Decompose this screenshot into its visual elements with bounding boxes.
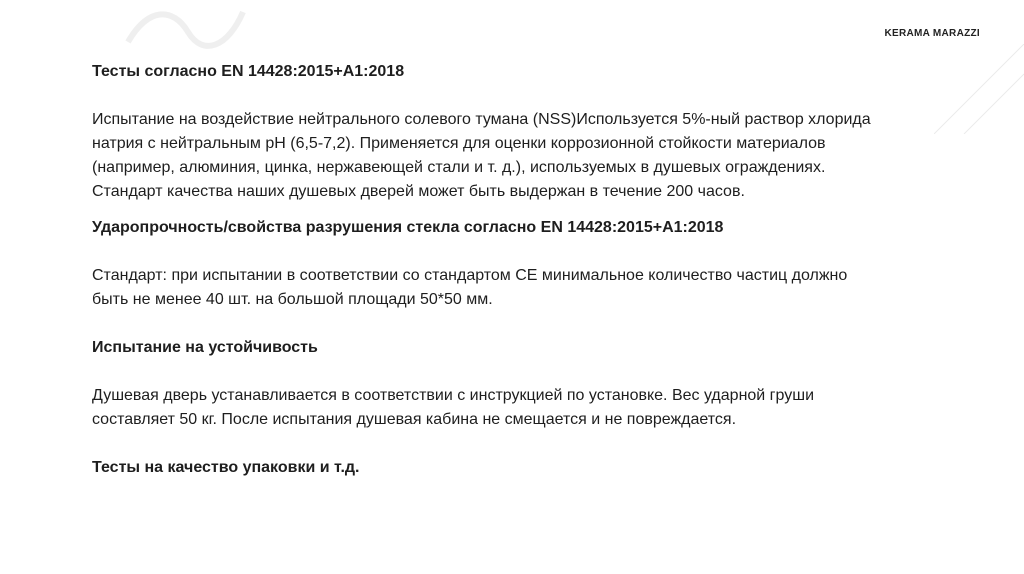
spacer bbox=[92, 204, 872, 216]
spacer bbox=[92, 240, 872, 264]
section-body-stability: Душевая дверь устанавливается в соответствии с инструкцией по установке. Вес ударной груши составляет 50 кг. После испытания душевая кабина не смещается и не повреждается. bbox=[92, 387, 815, 428]
document-body bbox=[92, 60, 872, 480]
brand-logo: KERAMA MARAZZI bbox=[884, 28, 980, 39]
section-body-impact-standard: Стандарт: при испытании в соответствии со стандартом CE минимальное количество частиц должно быть не менее 40 шт. на большой площади 50*50 мм. bbox=[92, 267, 848, 308]
section-heading-en14428: Тесты согласно EN 14428:2015+A1:2018 bbox=[92, 63, 405, 80]
spacer bbox=[92, 84, 872, 108]
corner-decoration-icon bbox=[934, 44, 1024, 134]
spacer bbox=[92, 360, 872, 384]
section-heading-stability-test: Испытание на устойчивость bbox=[92, 339, 318, 356]
spacer bbox=[92, 432, 872, 456]
watermark-logo-icon bbox=[118, 2, 248, 50]
section-heading-packaging-tests: Тесты на качество упаковки и т.д. bbox=[92, 459, 360, 476]
section-body-nss-test: Испытание на воздействие нейтрального солевого тумана (NSS)Используется 5%-ный раствор хлорида натрия с нейтральным pH (6,5-7,2). Применяется для оценки коррозионной стойкости материалов (например, алюминия, цинка, нержавеющей стали и т. д.), используемых в душевых ограждениях. Стандарт качества наших душевых дверей может быть выдержан в течение 200 часов. bbox=[92, 111, 871, 200]
spacer bbox=[92, 312, 872, 336]
section-heading-impact-resistance: Ударопрочность/свойства разрушения стекла согласно EN 14428:2015+A1:2018 bbox=[92, 219, 724, 236]
